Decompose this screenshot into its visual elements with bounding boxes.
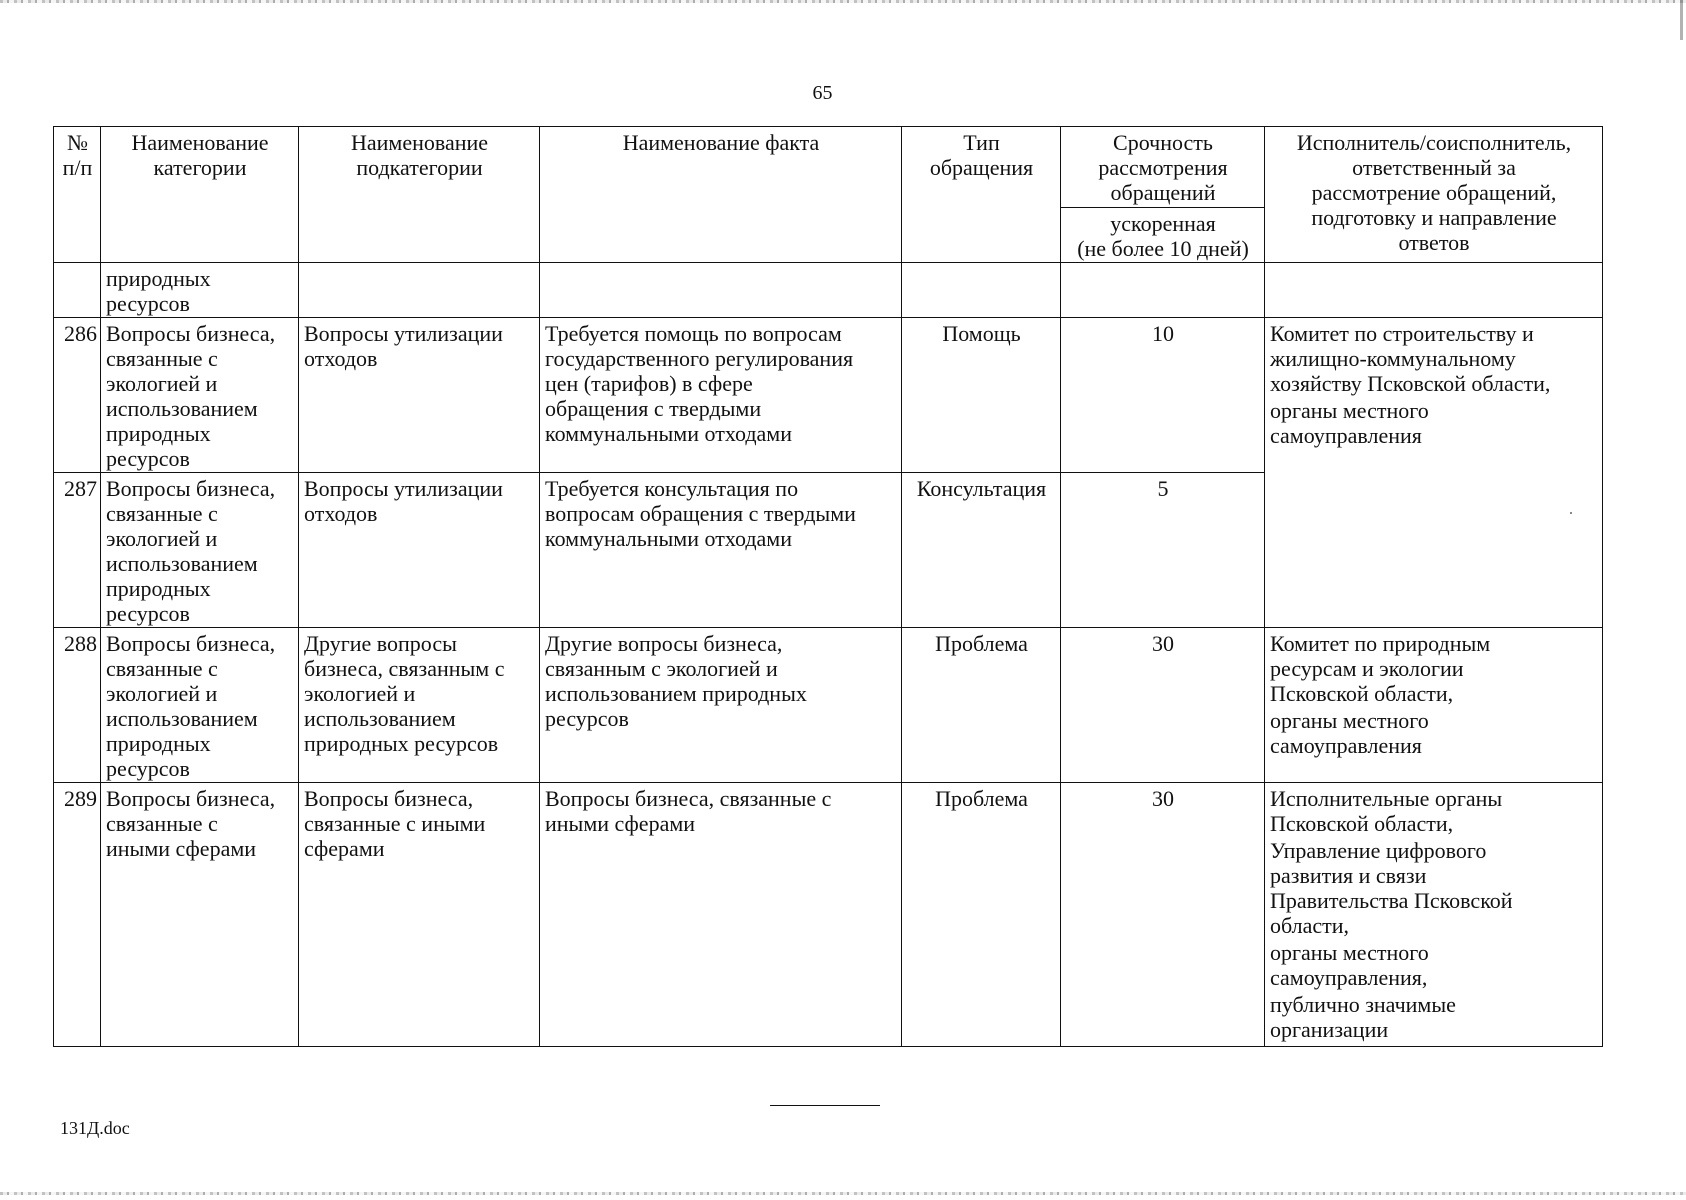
cell-executor (1265, 783, 1603, 1047)
cell-type: Консультация (902, 473, 1061, 628)
footer-filename: 131Д.doc (60, 1118, 130, 1138)
executor-line: Управление цифрового развития и связи Правительства Псковской области, (1270, 838, 1513, 938)
executor-line: Комитет по природным ресурсам и экологии Псковской области, (1270, 631, 1491, 706)
footer-rule (770, 1105, 880, 1106)
table-row (54, 628, 1603, 783)
cell-category: природных ресурсов (101, 263, 299, 318)
scan-speck (1570, 512, 1572, 514)
cell-fact: Требуется консультация по вопросам обращения с твердыми коммунальными отходами (540, 473, 902, 628)
cell-subcategory: Вопросы утилизации отходов (299, 318, 540, 473)
cell-category: Вопросы бизнеса, связанные с экологией и использованием природных ресурсов (101, 473, 299, 628)
cell-type: Проблема (902, 628, 1061, 783)
table-header (54, 127, 1603, 263)
executor-line: Исполнительные органы Псковской области, (1270, 786, 1503, 836)
cell-days: 30 (1061, 783, 1265, 1047)
header-urgency: Срочность рассмотрения обращений (1061, 127, 1265, 208)
cell-fact: Требуется помощь по вопросам государственного регулирования цен (тарифов) в сфере обращения с твердыми коммунальными отходами (540, 318, 902, 473)
header-num: № п/п (54, 127, 101, 263)
cell-num (54, 263, 101, 318)
scan-edge-top (0, 0, 1686, 3)
cell-days: 30 (1061, 628, 1265, 783)
cell-num: 287 (54, 473, 101, 628)
executor-line: органы местного самоуправления (1270, 708, 1429, 758)
cell-subcategory: Другие вопросы бизнеса, связанным с экологией и использованием природных ресурсов (299, 628, 540, 783)
cell-type: Помощь (902, 318, 1061, 473)
table-row (54, 318, 1603, 473)
header-subcategory: Наименование подкатегории (299, 127, 540, 263)
header-executor: Исполнитель/соисполнитель, ответственный за рассмотрение обращений, подготовку и направление ответов (1265, 127, 1603, 263)
cell-category: Вопросы бизнеса, связанные с экологией и использованием природных ресурсов (101, 318, 299, 473)
scan-edge-right (1680, 0, 1683, 40)
executor-line: органы местного самоуправления (1270, 398, 1429, 448)
cell-days: 5 (1061, 473, 1265, 628)
cell-category: Вопросы бизнеса, связанные с иными сферами (101, 783, 299, 1047)
page-number: 65 (812, 82, 833, 104)
cell-executor (1265, 263, 1603, 318)
appeals-table (53, 126, 1603, 1047)
cell-num: 288 (54, 628, 101, 783)
header-category: Наименование категории (101, 127, 299, 263)
cell-fact: Вопросы бизнеса, связанные с иными сферами (540, 783, 902, 1047)
cell-subcategory (299, 263, 540, 318)
cell-days: 10 (1061, 318, 1265, 473)
executor-line: органы местного самоуправления, (1270, 940, 1429, 990)
cell-num: 286 (54, 318, 101, 473)
cell-subcategory: Вопросы бизнеса, связанные с иными сферами (299, 783, 540, 1047)
scan-edge-bottom (0, 1192, 1686, 1195)
cell-executor (1265, 628, 1603, 783)
cell-days (1061, 263, 1265, 318)
cell-fact: Другие вопросы бизнеса, связанным с экологией и использованием природных ресурсов (540, 628, 902, 783)
cell-subcategory: Вопросы утилизации отходов (299, 473, 540, 628)
cell-executor (1265, 318, 1603, 628)
header-fact: Наименование факта (540, 127, 902, 263)
executor-line: публично значимые организации (1270, 992, 1456, 1042)
table-row-continuation (54, 263, 1603, 318)
header-urgency-accelerated: ускоренная (не более 10 дней) (1061, 208, 1265, 263)
cell-type (902, 263, 1061, 318)
header-type: Тип обращения (902, 127, 1061, 263)
cell-type: Проблема (902, 783, 1061, 1047)
cell-category: Вопросы бизнеса, связанные с экологией и использованием природных ресурсов (101, 628, 299, 783)
executor-line: Комитет по строительству и жилищно-коммунальному хозяйству Псковской области, (1270, 321, 1551, 396)
cell-fact (540, 263, 902, 318)
table-row (54, 783, 1603, 1047)
cell-num: 289 (54, 783, 101, 1047)
